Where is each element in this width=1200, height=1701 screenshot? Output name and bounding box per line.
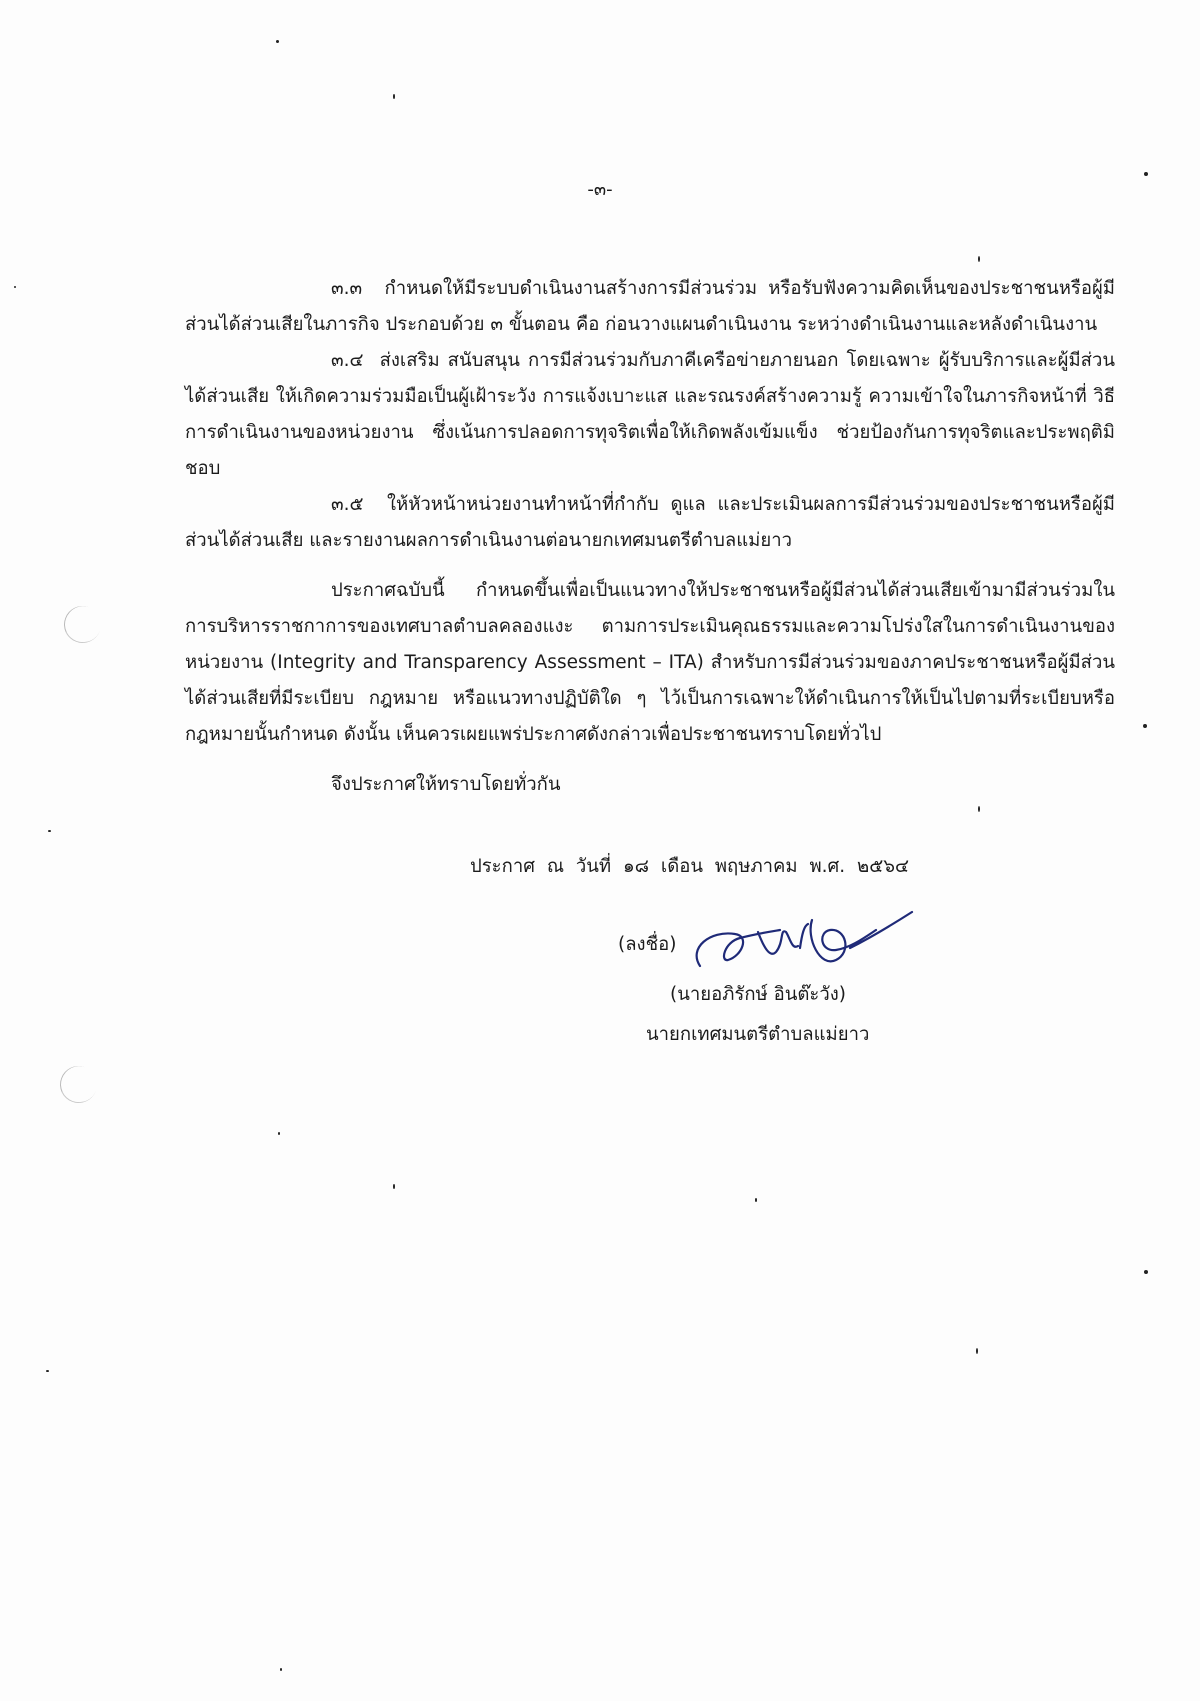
handwritten-signature [680, 908, 920, 988]
page-number: -๓- [587, 179, 613, 200]
scan-speck [278, 1132, 280, 1135]
scan-speck [48, 830, 51, 832]
signer-title: นายกเทศมนตรีตำบลแม่ยาว [646, 1024, 870, 1045]
clause-3-4 [185, 343, 1115, 487]
signer-name: (นายอภิรักษ์ อินต๊ะวัง) [670, 984, 846, 1005]
clause-text: ส่งเสริม สนับสนุน การมีส่วนร่วมกับภาคีเครือข่ายภายนอก โดยเฉพาะ ผู้รับบริการและผู้มีส่วนได้ส่วนเสีย ให้เกิดความร่วมมือเป็นผู้เฝ้าระวัง การแจ้งเบาะแส และรณรงค์สร้างความรู้ ความเข้าใจในภารกิจหน้าที่ วิธีการดำเนินงานของหน่วยงาน ซึ่งเน้นการปลอดการทุจริตเพื่อให้เกิดพลังเข้มแข็ง ช่วยป้องกันการทุจริตและประพฤติมิชอบ [185, 350, 1115, 479]
signature-block [600, 920, 1000, 1060]
scan-speck [976, 1348, 978, 1354]
scan-speck [46, 1370, 49, 1372]
punch-hole-mark [55, 1061, 102, 1108]
scan-speck [978, 256, 980, 262]
scan-speck [1144, 172, 1148, 176]
clause-number: ๓.๔ [331, 350, 364, 371]
scan-speck [14, 286, 16, 288]
scan-speck [755, 1198, 757, 1202]
clause-3-3 [185, 271, 1115, 343]
clause-3-5 [185, 487, 1115, 559]
document-body [185, 271, 1115, 803]
clause-text: ให้หัวหน้าหน่วยงานทำหน้าที่กำกับ ดูแล และประเมินผลการมีส่วนร่วมของประชาชนหรือผู้มีส่วนได้ส่วนเสีย และรายงานผลการดำเนินงานต่อนายกเทศมนตรีตำบลแม่ยาว [185, 494, 1116, 551]
proclamation-line: จึงประกาศให้ทราบโดยทั่วกัน [331, 774, 561, 795]
punch-hole-mark [59, 601, 106, 648]
scan-speck [1143, 724, 1147, 728]
clause-number: ๓.๕ [331, 494, 364, 515]
scan-speck [978, 806, 980, 812]
announcement-paragraph: ประกาศฉบับนี้ กำหนดขึ้นเพื่อเป็นแนวทางให้ประชาชนหรือผู้มีส่วนได้ส่วนเสียเข้ามามีส่วนร่วมในการบริหารราชกาการของเทศบาลตำบลคลองแงะ ตามการประเมินคุณธรรมและความโปร่งใสในการดำเนินงานของหน่วยงาน (Integrity and Transparency Assessment – ITA) สำหรับการมีส่วนร่วมของภาคประชาชนหรือผู้มีส่วนได้ส่วนเสียที่มีระเบียบ กฎหมาย หรือแนวทางปฏิบัติใด ๆ ไว้เป็นการเฉพาะให้ดำเนินการให้เป็นไปตามที่ระเบียบหรือกฎหมายนั้นกำหนด ดังนั้น เห็นควรเผยแพร่ประกาศดังกล่าวเพื่อประชาชนทราบโดยทั่วไป [185, 580, 1115, 745]
scan-speck [280, 1668, 282, 1671]
scan-speck [393, 1184, 395, 1189]
announcement-date: ประกาศ ณ วันที่ ๑๘ เดือน พฤษภาคม พ.ศ. ๒๕๖๔ [470, 856, 910, 877]
scan-speck [1144, 1270, 1148, 1274]
scan-speck [393, 94, 395, 99]
clause-number: ๓.๓ [331, 278, 363, 299]
scan-speck [276, 40, 279, 43]
clause-text: กำหนดให้มีระบบดำเนินงานสร้างการมีส่วนร่วม หรือรับฟังความคิดเห็นของประชาชนหรือผู้มีส่วนได้ส่วนเสียในภารกิจ ประกอบด้วย ๓ ขั้นตอน คือ ก่อนวางแผนดำเนินงาน ระหว่างดำเนินงานและหลังดำเนินงาน [185, 278, 1115, 335]
sign-label: (ลงชื่อ) [618, 934, 677, 955]
